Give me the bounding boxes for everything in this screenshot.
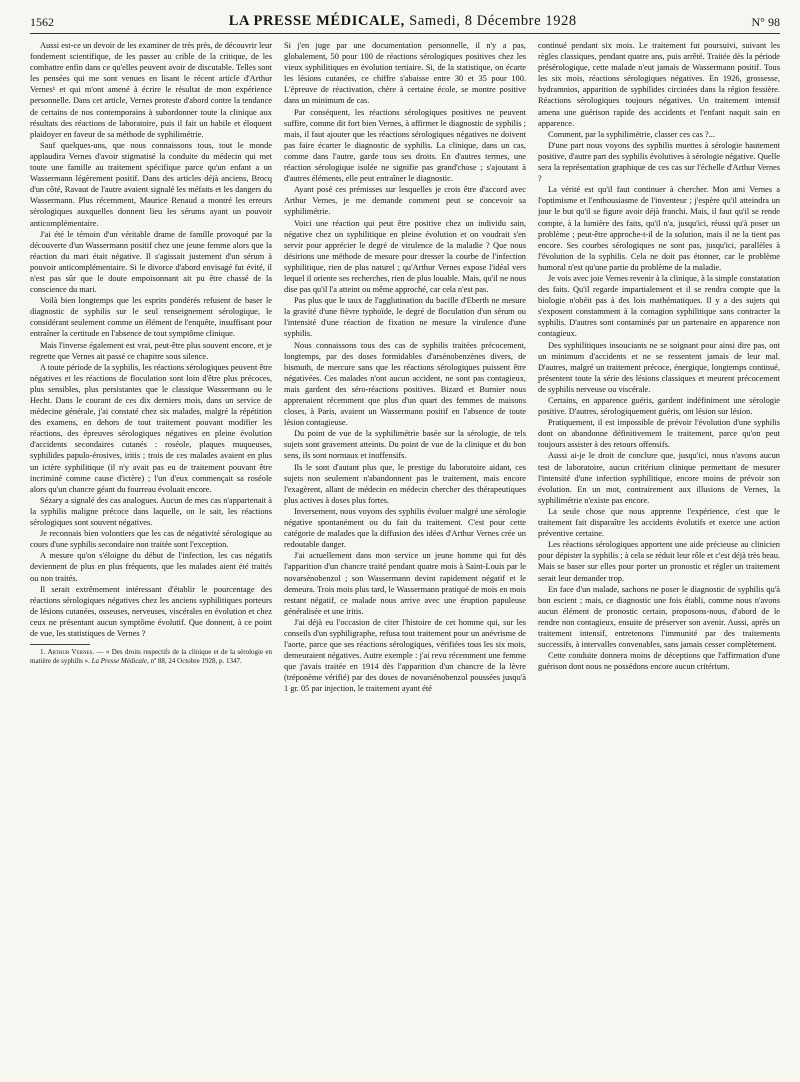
footnote-text: — « Des droits respectifs de la clinique et de la sérologie en matière de syphilis ». [30, 648, 272, 666]
page-number: 1562 [30, 15, 54, 29]
issue-number: N° 98 [751, 15, 780, 29]
paragraph: Si j'en juge par une documentation personnelle, il n'y a pas, globalement, 50 pour 100 de réactions sérologiques positives chez les vieux syphilitiques en évolution tertiaire. Si, de la statistique, on écarte les lésions cutanées, ce chiffre s'abaisse entre 30 et 35 pour 100. L'épreuve de réactivation, chère à certaine école, se montre positive dans un minimum de cas. [284, 41, 526, 106]
paragraph: continué pendant six mois. Le traitement fut poursuivi, suivant les règles classiques, pendant quatre ans, puis arrêté. Traitée dès la période présérologique, cette malade n'eut jamais de Wassermann positif. Tous les six mois, réactions sérologiques négatives. En 1926, grossesse, hydramnios, apparition de syphilides circinées dans la région fessière. Réactions sérologiques toujours négatives. Un traitement intensif amena une guérison rapide des accidents et l'enfant naquit sain en apparence. [538, 41, 780, 128]
paragraph: Du point de vue de la syphilimétrie basée sur la sérologie, de tels sujets sont gravement atteints. Du point de vue de la clinique et du bon sens, ils sont normaux et inoffensifs. [284, 429, 526, 461]
paragraph: Nous connaissons tous des cas de syphilis traitées précocement, longtemps, par des doses formidables d'arsénobenzènes divers, de bismuth, de mercure sans que les réactions sérologiques puissent être négativées. Ces malades n'ont aucun accident, ne sont pas contagieux, mais gardent des séro-réactions positives. Bizard et Burnier nous apprenaient récemment que plus d'un quart des femmes de maisons closes, à Paris, avaient un Wassermann positif en l'absence de toute lésion contagieuse. [284, 340, 526, 428]
text-columns [30, 40, 780, 1070]
paragraph: Des syphilitiques insouciants ne se soignant pour ainsi dire pas, ont un minimum d'accidents et ne se ressentent jamais de leur mal. D'autres, malgré un traitement précoce, énergique, longtemps continué, présentent toute la série des lésions classiques et meurent précocement de syphilis nerveuse ou viscérale. [538, 340, 780, 394]
paragraph: Pas plus que le taux de l'agglutination du bacille d'Eberth ne mesure la gravité d'une fièvre typhoïde, le degré de floculation d'un sérum ou l'intensité d'une réaction de fixation ne mesure la virulence d'une syphilis. [284, 296, 526, 339]
footnote-marker: 1. [40, 648, 46, 657]
paragraph: Comment, par la syphilimétrie, classer ces cas ?... [548, 129, 715, 139]
paragraph: J'ai déjà eu l'occasion de citer l'histoire de cet homme qui, sur les conseils d'un syphiligraphe, refusa tout traitement pour un anévrisme de l'aorte, parce que ses réactions sérologiques, vérifiées tous les six mois, demeuraient négatives. Autre exemple : j'ai revu récemment une femme que j'avais traitée en 1914 dès l'apparition d'un chancre de la lèvre (tréponème vérifié) par des doses de novarsénobenzol poussées jusqu'à 1 gr. 05 par injection, le traitement ayant été [284, 617, 526, 694]
paragraph: La seule chose que nous apprenne l'expérience, c'est que le traitement fait disparaître les accidents évolutifs et exerce une action préventive certaine. [538, 506, 780, 539]
paragraph: Je reconnais bien volontiers que les cas de négativité sérologique au cours d'une syphilis secondaire non traitée sont l'exception. [30, 529, 272, 550]
paragraph: D'une part nous voyons des syphilis muettes à sérologie hautement positive, d'autre part des syphilis évolutives à sérologie négative. Quelle sera la représentation graphique de ces cas sur l'échelle d'Arthur Vernes ? [538, 140, 780, 184]
paragraph: A toute période de la syphilis, les réactions sérologiques peuvent être négatives et les réactions de floculation sont loin d'être plus précoces, plus sensibles, plus persistantes que le classique Wassermann ou le Hecht. Dans le courant de ces dix derniers mois, dans un service de médecine générale, j'ai constaté chez six malades, malgré la répétition des examens, en dehors de tout traitement pouvant modifier les réactions, des épreuves sérologiques négatives en pleine évolution d'accidents secondaires cutanés : roséole, plaques muqueuses, syphilides papulo-érosives, iritis ; trois de ces malades avaient en plus un ictère syphilitique (il n'y avait pas eu de traitement pouvant être incriminé comme cause d'ictère) ; l'un d'eux commençait sa roséole alors qu'un chancre géant du fourreau évoluait encore. [30, 362, 272, 494]
paragraph: Inversement, nous voyons des syphilis évoluer malgré une sérologie négative spontanément ou du fait du traitement. C'est pour cette catégorie de malades que la diffusion des idées d'Arthur Vernes crée un redoutable danger. [284, 506, 526, 550]
paragraph: Pratiquement, il est impossible de prévoir l'évolution d'une syphilis dont on abandonne définitivement le traitement, parce qu'on peut toujours assister à des retours offensifs. [538, 418, 780, 450]
footnote-rule [30, 644, 90, 645]
footnote-journal: La Presse Médicale, [91, 657, 149, 666]
paragraph: J'ai été le témoin d'un véritable drame de famille provoqué par la découverte d'un Wassermann positif chez une jeune femme alors que la réaction du mari était négative. Il s'agissait justement d'un sérum à pouvoir anticomplémentaire. Si le divorce d'abord envisagé fut évité, il n'est pas sûr que le doute empoisonnant ait pu être chassé de la conscience du mari. [30, 229, 272, 295]
paragraph: Voilà bien longtemps que les esprits pondérés refusent de baser le diagnostic de syphilis sur le seul renseignement sérologique, le considérant seulement comme un élément de l'enquête, insuffisant pour entraîner la certitude en l'absence de tout symptôme clinique. [30, 296, 272, 339]
paragraph: La vérité est qu'il faut continuer à chercher. Mon ami Vernes a l'optimisme et l'enthousiasme de l'inventeur ; j'espère qu'il atteindra un jour le but qu'il se figure avoir déjà franchi. Mais, il faut qu'il se rende compte, à la lumière des faits, qu'il n'a, jusqu'ici, réussi qu'à poser un problème ; peut-être approche-t-il de la solution, mais il ne la tient pas encore. Ses courbes sérologiques ne sont pas, jusqu'ici, parallèles à l'évolution de la syphilis. Cela ne doit pas étonner, car le problème humoral n'est qu'une partie du problème de la maladie. [538, 185, 780, 272]
paragraph: Cette conduite donnera moins de déceptions que l'affirmation d'une guérison dont nous ne possédons encore aucun critérium. [538, 651, 780, 672]
paragraph: A mesure qu'on s'éloigne du début de l'infection, les cas négatifs deviennent de plus en plus fréquents, que les malades aient été traités ou non traités. [30, 551, 272, 583]
paragraph: Je vois avec joie Vernes revenir à la clinique, à la simple constatation des faits. Qu'il regarde impartialement et il se rendra compte que la biologie n'obéit pas à des lois mathématiques. Il y a des sujets qui s'exposent constamment à la contagion syphilitique sans contracter la syphilis. D'autres sont contaminés par un partenaire en apparence non contagieux. [538, 273, 780, 339]
paragraph: Certains, en apparence guéris, gardent indéfiniment une sérologie positive. D'autres, sérologiquement guéris, ont lésion sur lésion. [538, 396, 780, 417]
text-column-middle [284, 40, 526, 1070]
paragraph: Par conséquent, les réactions sérologiques positives ne peuvent suffire, comme dit fort bien Vernes, à affirmer le diagnostic de syphilis ; mais, il faut ajouter que les réactions sérologiques négatives ne doivent pas faire écarter le diagnostic de syphilis. La clinique, dans un cas, comme dans l'autre, garde tous ses droits. En d'autres termes, une réaction sérologique isolée ne signifie pas grand'chose ; s'ajoutant à d'autres éléments, elle peut entraîner le diagnostic. [284, 107, 526, 184]
footnote [30, 648, 272, 666]
paragraph: Ils le sont d'autant plus que, le prestige du laboratoire aidant, ces sujets non seulement n'abandonnent pas le traitement, mais encore l'exagèrent, allant de médecin en médecin chercher des thérapeutiques plus actives à doses plus fortes. [284, 462, 526, 505]
paragraph: Mais l'inverse également est vrai, peut-être plus souvent encore, et je regrette que Vernes ait passé ce chapitre sous silence. [30, 340, 272, 361]
journal-title: LA PRESSE MÉDICALE, [228, 13, 405, 29]
paragraph: Ayant posé ces prémisses sur lesquelles je crois être d'accord avec Arthur Vernes, je me demande comment peut se concevoir sa syphilimétrie. [284, 185, 526, 217]
paragraph: Sauf quelques-uns, que nous connaissons tous, tout le monde applaudira Vernes d'avoir stigmatisé la conduite du médecin qui met toute une famille au traitement spécifique parce qu'un enfant a un Wassermann légèrement positif. Dans des articles déjà anciens, Brocq d'un côté, Ravaut de l'autre avaient signalé les méfaits et les dangers du Wassermann. Plus récemment, Maurice Renaud a montré les erreurs sérologiques auxquelles donnent lieu les sérums ayant un pouvoir anticomplémentaire. [30, 140, 272, 228]
issue-date: Samedi, 8 Décembre 1928 [409, 13, 577, 29]
text-column-right [538, 40, 780, 1070]
page-header [30, 0, 780, 34]
running-title [229, 13, 577, 30]
paragraph: En face d'un malade, sachons ne poser le diagnostic de syphilis qu'à bon escient ; mais, ce diagnostic une fois établi, comme nous n'avons aucun élément de pronostic certain, proposons-nous, d'abord de le rendre non contagieux, ensuite de préserver son avenir. Aussi, après un traitement intensif, entretenons l'immunité par des traitements successifs, à intervalles convenables, sans jamais cesser complètement. [538, 584, 780, 650]
text-column-left [30, 40, 272, 1070]
paragraph: Il serait extrêmement intéressant d'établir le pourcentage des réactions sérologiques négatives chez les anciens syphilitiques porteurs de lésions cutanées, osseuses, nerveuses, viscérales en évolution et chez ceux ne présentant aucun symptôme évolutif. Que donnent, à ce point de vue, les statistiques de Vernes ? [30, 584, 272, 638]
paragraph: J'ai actuellement dans mon service un jeune homme qui fut dès l'apparition d'un chancre traité pendant quatre mois à Saint-Louis par le novarsénobenzol ; son Wassermann devint rapidement négatif et le demeura. Trois mois plus tard, le Wassermann pratiqué de mois en mois restant négatif, ce malade nous arrive avec une éruption papuleuse généralisée et une iritis. [284, 551, 526, 616]
footnote-author: Arthur Vernes. [47, 648, 95, 657]
paragraph: Sézary a signalé des cas analogues. Aucun de mes cas n'appartenait à la syphilis maligne précoce dans laquelle, on le sait, les réactions sérologiques sont souvent négatives. [30, 495, 272, 528]
paragraph: Les réactions sérologiques apportent une aide précieuse au clinicien pour dépister la syphilis ; à cela se réduit leur rôle et c'est déjà très beau. Mais se baser sur elles pour porter un pronostic et régler un traitement serait leur demander trop. [538, 540, 780, 583]
paragraph: Voici une réaction qui peut être positive chez un individu sain, négative chez un syphilitique en pleine évolution et on voudrait s'en servir pour apprécier le degré de virulence de la maladie ? Que nous désirions une méthode de mesure pour dresser la courbe de l'infection syphilitique, rien de plus naturel ; qu'Arthur Vernes expose l'idéal vers lequel il oriente ses recherches, rien de plus louable. Mais, qu'il ne nous dise pas qu'il l'a atteint ou même approché, car cela n'est pas. [284, 218, 526, 295]
paragraph: Aussi est-ce un devoir de les examiner de très près, de découvrir leur fondement scientifique, de les passer au crible de la critique, de les combattre enfin dans ce qu'elles peuvent avoir de discutable. Telles sont les pensées qui me sont venues en lisant le récent article d'Arthur Vernes¹ et qui m'ont amené à écrire le résultat de mon expérience personnelle. Dans cet article, Vernes proteste d'abord contre la tendance de certains de nos contemporains à subordonner toute la clinique aux résultats des réactions de laboratoire, puis il fait un habile et éloquent plaidoyer en faveur de sa méthode de syphilimétrie. [30, 41, 272, 139]
footnote-reference: nº 88, 24 Octobre 1928, p. 1347. [150, 657, 242, 666]
paragraph: Aussi ai-je le droit de conclure que, jusqu'ici, nous n'avons aucun test de laboratoire, aucun critérium clinique permettant de mesurer l'intensité d'une infection syphilitique, encore moins de prévoir son évolution. En un mot, contrairement aux illusions de Vernes, la syphilimétrie n'existe pas encore. [538, 451, 780, 505]
